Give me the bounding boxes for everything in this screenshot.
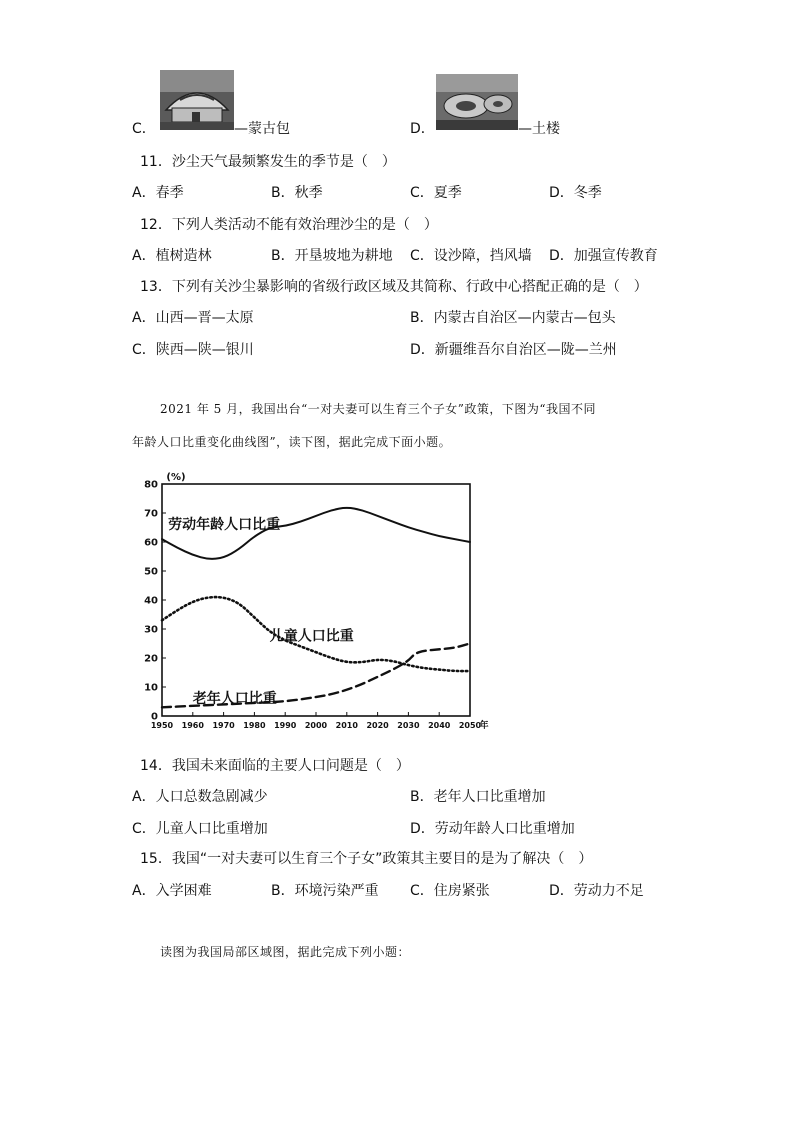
working-age-ratio-line <box>162 508 470 559</box>
q11-option-a: A．春季 <box>132 185 184 201</box>
y-tick-label: 70 <box>144 508 158 520</box>
population-ratio-chart <box>140 466 500 738</box>
q10-option-c-letter: C． <box>132 121 156 137</box>
tulou-photo <box>436 74 518 134</box>
q10-option-c-text: —蒙古包 <box>234 121 290 137</box>
intro-paragraph-line1: 2021 年 5 月，我国出台“一对夫妻可以生育三个子女”政策，下图为“我国不同 <box>160 402 597 416</box>
x-tick-label: 1970 <box>212 721 235 730</box>
mongolian-yurt-photo <box>160 70 234 134</box>
x-tick-label: 2000 <box>304 721 328 730</box>
q14-option-d: D．劳动年龄人口比重增加 <box>410 821 575 837</box>
y-tick-label: 40 <box>144 595 158 607</box>
y-axis-label: (%) <box>166 472 186 483</box>
y-tick-label: 30 <box>144 624 158 636</box>
x-tick-label: 1980 <box>243 721 266 730</box>
y-tick-label: 20 <box>144 653 158 665</box>
y-tick-label: 50 <box>144 566 158 578</box>
q13-stem: 13．下列有关沙尘暴影响的省级行政区域及其简称、行政中心搭配正确的是（ ） <box>140 279 648 295</box>
x-tick-label: 2010 <box>335 721 358 730</box>
q10-option-d-text: —土楼 <box>518 121 560 137</box>
child-ratio-label: 儿童人口比重 <box>269 628 354 645</box>
q14-option-b: B．老年人口比重增加 <box>410 789 546 805</box>
x-tick-label: 2020 <box>366 721 389 730</box>
q15-option-c: C．住房紧张 <box>410 883 490 899</box>
q13-option-b: B．内蒙古自治区—内蒙古—包头 <box>410 310 616 326</box>
x-tick-label: 1990 <box>274 721 297 730</box>
x-tick-label: 2050 <box>458 721 482 730</box>
x-tick-label: 1950 <box>150 721 174 730</box>
q14-option-a: A．人口总数急剧减少 <box>132 789 268 805</box>
q15-option-a: A．入学困难 <box>132 883 212 899</box>
y-tick-label: 10 <box>144 682 158 694</box>
q11-option-c: C．夏季 <box>410 185 462 201</box>
q12-option-c: C．设沙障，挡风墙 <box>410 248 532 264</box>
elderly-ratio-label: 老年人口比重 <box>192 690 277 707</box>
intro-paragraph-line2: 年龄人口比重变化曲线图”，读下图，据此完成下面小题。 <box>132 435 452 449</box>
q15-stem: 15．我国“一对夫妻可以生育三个子女”政策其主要目的是为了解决（ ） <box>140 851 593 867</box>
q12-stem: 12．下列人类活动不能有效治理沙尘的是（ ） <box>140 217 438 233</box>
q13-option-d: D．新疆维吾尔自治区—陇—兰州 <box>410 342 617 358</box>
x-tick-label: 2030 <box>397 721 420 730</box>
y-tick-label: 0 <box>151 711 158 723</box>
working-age-ratio-label: 劳动年龄人口比重 <box>168 516 281 533</box>
map-intro-line: 读图为我国局部区域图，据此完成下列小题： <box>160 945 411 959</box>
x-tick-label: 1960 <box>181 721 204 730</box>
q13-option-c: C．陕西—陕—银川 <box>132 342 254 358</box>
q11-option-d: D．冬季 <box>549 185 602 201</box>
q13-option-a: A．山西—晋—太原 <box>132 310 254 326</box>
q12-option-d: D．加强宣传教育 <box>549 248 658 264</box>
x-axis-unit: 年 <box>479 721 489 731</box>
q15-option-b: B．环境污染严重 <box>271 883 379 899</box>
y-tick-label: 80 <box>144 479 158 491</box>
q12-option-a: A．植树造林 <box>132 248 212 264</box>
q11-option-b: B．秋季 <box>271 185 323 201</box>
q14-stem: 14．我国未来面临的主要人口问题是（ ） <box>140 758 410 774</box>
q14-option-c: C．儿童人口比重增加 <box>132 821 268 837</box>
q15-option-d: D．劳动力不足 <box>549 883 644 899</box>
y-tick-label: 60 <box>144 537 158 549</box>
q12-option-b: B．开垦坡地为耕地 <box>271 248 393 264</box>
q11-stem: 11．沙尘天气最频繁发生的季节是（ ） <box>140 154 396 170</box>
q10-option-d-letter: D． <box>410 121 435 137</box>
x-tick-label: 2040 <box>428 721 451 730</box>
